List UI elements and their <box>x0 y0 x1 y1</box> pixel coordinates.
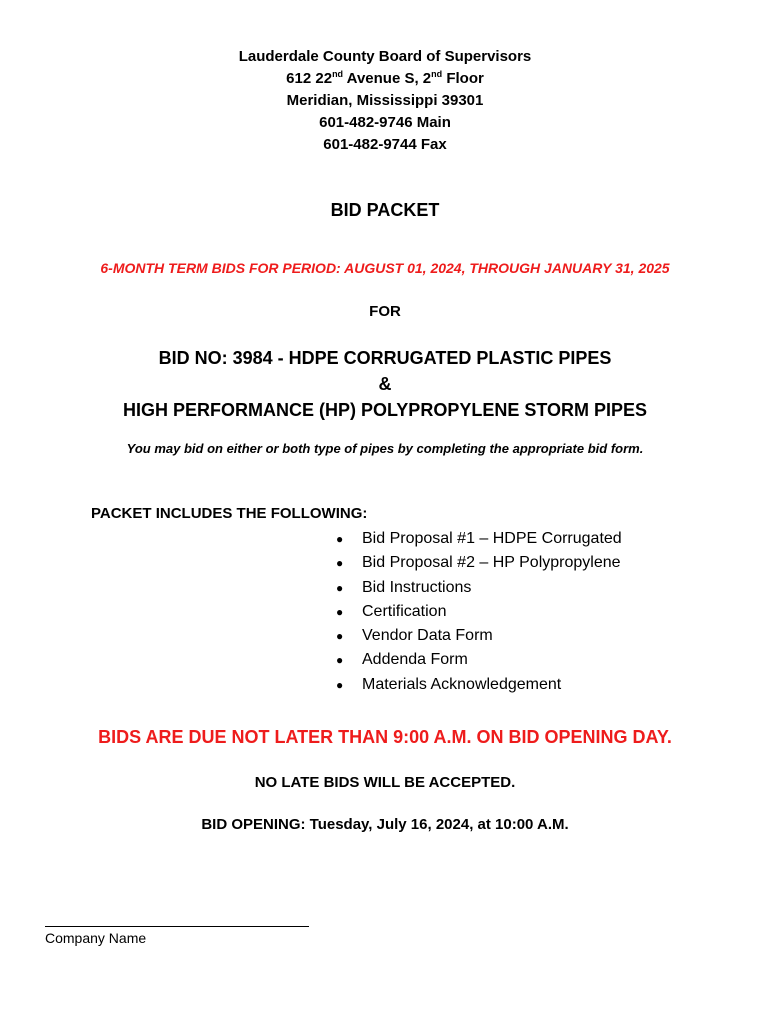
list-item <box>336 624 622 648</box>
list-item <box>336 600 622 624</box>
bullet-icon: ● <box>336 629 344 644</box>
list-item-label: Vendor Data Form <box>362 627 493 645</box>
for-label: FOR <box>369 303 401 320</box>
fax-number: 601-482-9744 Fax <box>323 136 447 153</box>
organization-name: Lauderdale County Board of Supervisors <box>238 48 532 65</box>
bid-title-line-2: HIGH PERFORMANCE (HP) POLYPROPYLENE STORM PIPES <box>122 400 648 420</box>
street-name: Avenue S, 2 <box>343 70 432 87</box>
bullet-icon: ● <box>336 677 344 692</box>
bid-title-ampersand: & <box>378 374 392 394</box>
bullet-icon: ● <box>336 653 344 668</box>
late-notice: NO LATE BIDS WILL BE ACCEPTED. <box>254 774 516 791</box>
bullet-icon: ● <box>336 580 344 595</box>
floor-ordinal-suffix: nd <box>431 69 443 79</box>
letterhead <box>0 46 770 156</box>
bid-opening-date: BID OPENING: Tuesday, July 16, 2024, at 10:00 A.M. <box>201 816 569 833</box>
list-item-label: Bid Proposal #1 – HDPE Corrugated <box>362 530 622 547</box>
ordinal-suffix: nd <box>332 69 344 79</box>
term-period-line: 6-MONTH TERM BIDS FOR PERIOD: AUGUST 01, 2024, THROUGH JANUARY 31, 2025 <box>100 260 670 276</box>
bid-number-block <box>0 345 770 423</box>
bid-instruction-note: You may bid on either or both type of pipes by completing the appropriate bid form. <box>126 441 644 456</box>
street-number: 612 22 <box>286 70 333 87</box>
list-item <box>336 551 622 575</box>
main-phone: 601-482-9746 Main <box>319 114 451 131</box>
list-item <box>336 673 622 697</box>
list-item <box>336 527 622 551</box>
bullet-icon: ● <box>336 532 344 546</box>
street-address <box>0 68 770 90</box>
list-item-label: Bid Proposal #2 – HP Polypropylene <box>362 554 621 572</box>
floor-label: Floor <box>442 70 484 87</box>
list-item-label: Bid Instructions <box>362 578 472 596</box>
due-notice: BIDS ARE DUE NOT LATER THAN 9:00 A.M. ON BID OPENING DAY. <box>98 727 672 747</box>
bid-title-line-1: BID NO: 3984 - HDPE CORRUGATED PLASTIC PIPES <box>158 348 612 368</box>
document-title: BID PACKET <box>330 200 440 220</box>
includes-list <box>336 527 622 697</box>
bullet-icon: ● <box>336 556 344 571</box>
list-item-label: Addenda Form <box>362 651 468 669</box>
signature-line <box>45 926 309 927</box>
list-item-label: Certification <box>362 602 447 620</box>
bullet-icon: ● <box>336 604 344 619</box>
company-name-label: Company Name <box>45 930 147 946</box>
list-item <box>336 648 622 672</box>
list-item-label: Materials Acknowledgement <box>362 675 562 693</box>
list-item <box>336 576 622 600</box>
includes-heading: PACKET INCLUDES THE FOLLOWING: <box>91 505 368 522</box>
city-state-zip: Meridian, Mississippi 39301 <box>286 92 484 109</box>
